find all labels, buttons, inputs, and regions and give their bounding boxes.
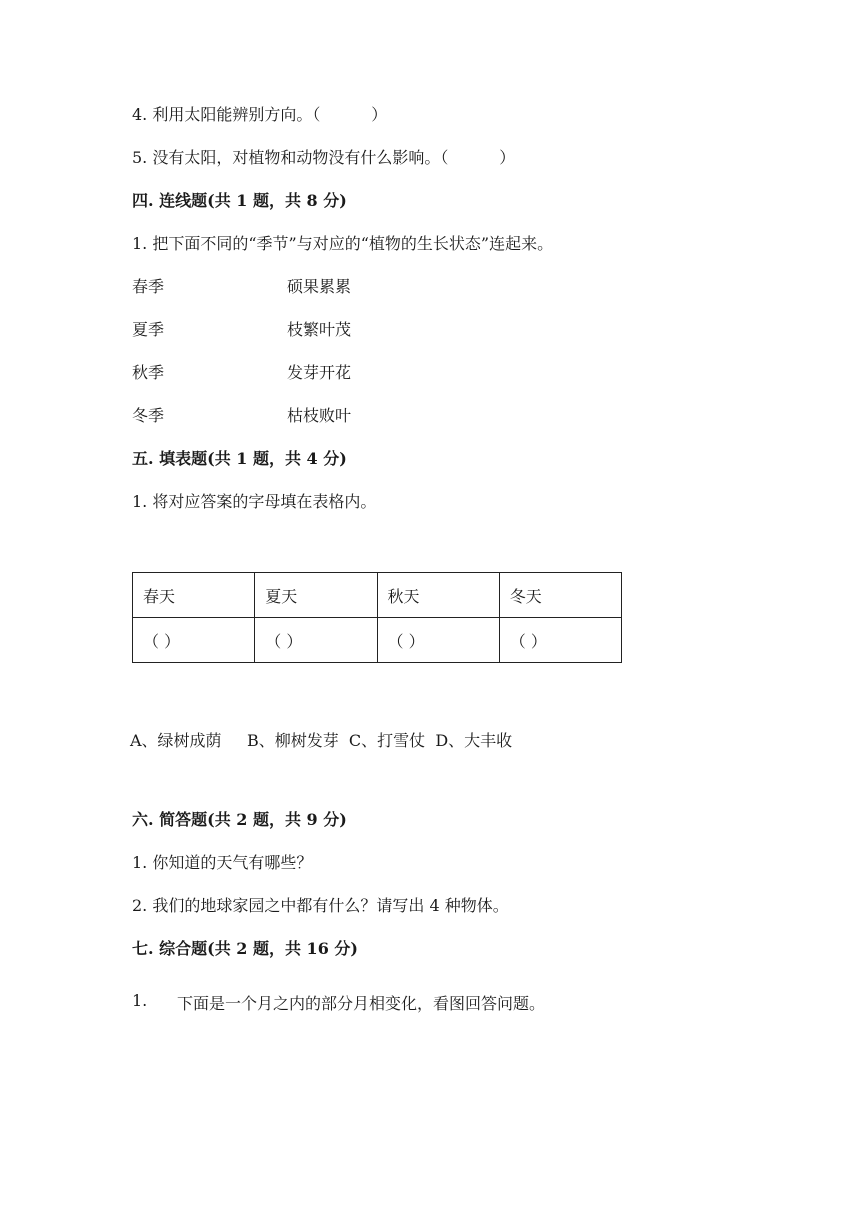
tf-question-5: 5. 没有太阳，对植物和动物没有什么影响。（ ） — [132, 148, 516, 167]
table-header-winter: 冬天 — [499, 573, 621, 618]
season-autumn: 秋季 — [132, 363, 165, 382]
short-answer-question-2: 2. 我们的地球家园之中都有什么？请写出 4 种物体。 — [132, 896, 509, 915]
section-6-heading: 六. 简答题(共 2 题，共 9 分) — [132, 810, 347, 829]
table-header-spring: 春天 — [133, 573, 255, 618]
season-winter: 冬季 — [132, 406, 165, 425]
comprehensive-question-number: 1. — [132, 991, 148, 1010]
state-budding: 发芽开花 — [287, 363, 352, 382]
table-blank-summer[interactable]: （ ） — [255, 618, 377, 663]
state-withered: 枯枝败叶 — [287, 406, 352, 425]
table-header-autumn: 秋天 — [377, 573, 499, 618]
answer-table — [132, 572, 622, 663]
comprehensive-question-text: 下面是一个月之内的部分月相变化，看图回答问题。 — [177, 994, 546, 1013]
section-7-heading: 七. 综合题(共 2 题，共 16 分) — [132, 939, 358, 958]
table-header-summer: 夏天 — [255, 573, 377, 618]
section-4-heading: 四. 连线题(共 1 题，共 8 分) — [132, 191, 347, 210]
short-answer-question-1: 1. 你知道的天气有哪些？ — [132, 853, 313, 872]
season-summer: 夏季 — [132, 320, 165, 339]
table-blank-spring[interactable]: （ ） — [133, 618, 255, 663]
answer-options: A、绿树成荫 B、柳树发芽 C、打雪仗 D、大丰收 — [130, 731, 513, 750]
season-spring: 春季 — [132, 277, 165, 296]
tf-question-4: 4. 利用太阳能辨别方向。（ ） — [132, 105, 388, 124]
table-blank-winter[interactable]: （ ） — [499, 618, 621, 663]
matching-question: 1. 把下面不同的“季节”与对应的“植物的生长状态”连起来。 — [132, 234, 554, 253]
fill-table-question: 1. 将对应答案的字母填在表格内。 — [132, 492, 377, 511]
state-lush: 枝繁叶茂 — [287, 320, 352, 339]
section-5-heading: 五. 填表题(共 1 题，共 4 分) — [132, 449, 347, 468]
state-fruitful: 硕果累累 — [287, 277, 352, 296]
table-blank-autumn[interactable]: （ ） — [377, 618, 499, 663]
